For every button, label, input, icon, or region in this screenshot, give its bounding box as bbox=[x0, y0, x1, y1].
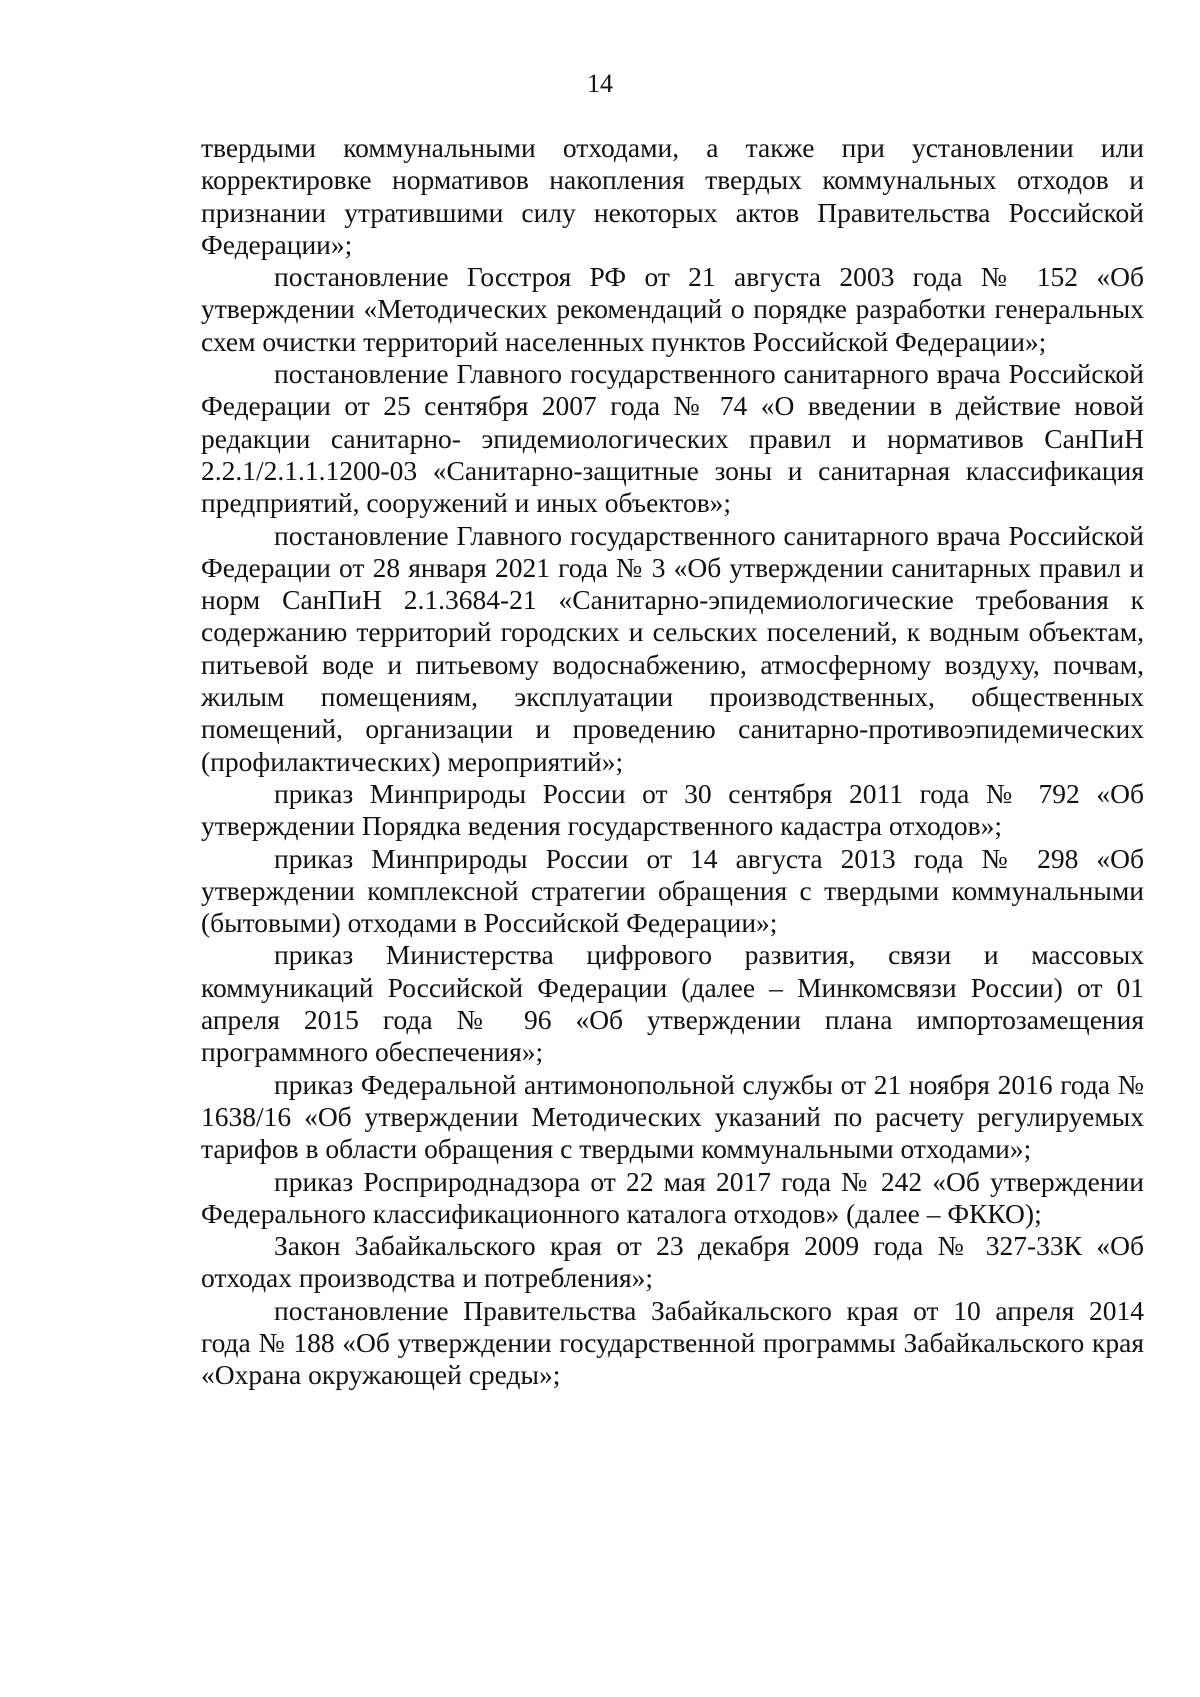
paragraph-continuation: твердыми коммунальными отходами, а также при установлении или корректировке нормативов накопления твердых коммунальных отходов и признании утратившими силу некоторых актов Правительства Российской Федерации»; bbox=[201, 132, 1144, 260]
paragraph-minprirody-2011: приказ Минприроды России от 30 сентября 2011 года № 792 «Об утверждении Порядка ведения государственного кадастра отходов»; bbox=[201, 777, 1144, 842]
paragraph-zabaikalsky-resolution-2014: постановление Правительства Забайкальского края от 10 апреля 2014 года № 188 «Об утверждении государственной программы Забайкальского края «Охрана окружающей среды»; bbox=[201, 1294, 1144, 1391]
paragraph-zabaikalsky-law-2009: Закон Забайкальского края от 23 декабря 2009 года № 327-33К «Об отходах производства и потребления»; bbox=[201, 1230, 1144, 1294]
paragraph-sanpin-2021: постановление Главного государственного санитарного врача Российской Федерации от 28 января 2021 года № 3 «Об утверждении санитарных правил и норм СанПиН 2.1.3684-21 «Санитарно-эпидемиологические требования к содержанию территорий городских и сельских поселений, к водным объектам, питьевой воде и питьевому водоснабжению, атмосферному воздуху, почвам, жилым помещениям, эксплуатации производственных, общественных помещений, организации и проведению санитарно-противоэпидемических (профилактических) мероприятий»; bbox=[201, 519, 1144, 777]
page-number: 14 bbox=[587, 69, 613, 98]
paragraph-fas-2016: приказ Федеральной антимонопольной службы от 21 ноября 2016 года № 1638/16 «Об утверждении Методических указаний по расчету регулируемых тарифов в области обращения с твердыми коммунальными отходами»; bbox=[201, 1068, 1144, 1165]
document-body bbox=[201, 132, 1144, 1392]
paragraph-rosprirodnadzor-2017: приказ Росприроднадзора от 22 мая 2017 года № 242 «Об утверждении Федерального классификационного каталога отходов» (далее – ФККО); bbox=[201, 1165, 1144, 1229]
paragraph-minkomsvyazi-2015: приказ Министерства цифрового развития, связи и массовых коммуникаций Российской Федерации (далее – Минкомсвязи России) от 01 апреля 2015 года № 96 «Об утверждении плана импортозамещения программного обеспечения»; bbox=[201, 939, 1144, 1068]
paragraph-gosstroy-resolution: постановление Госстроя РФ от 21 августа 2003 года № 152 «Об утверждении «Методических рекомендаций о порядке разработки генеральных схем очистки территорий населенных пунктов Российской Федерации»; bbox=[201, 261, 1144, 357]
paragraph-minprirody-2013: приказ Минприроды России от 14 августа 2013 года № 298 «Об утверждении комплексной стратегии обращения с твердыми коммунальными (бытовыми) отходами в Российской Федерации»; bbox=[201, 842, 1144, 939]
paragraph-sanpin-2007: постановление Главного государственного санитарного врача Российской Федерации от 25 сентября 2007 года № 74 «О введении в действие новой редакции санитарно- эпидемиологических правил и нормативов СанПиН 2.2.1/2.1.1.1200-03 «Санитарно-защитные зоны и санитарная классификация предприятий, сооружений и иных объектов»; bbox=[201, 358, 1144, 519]
